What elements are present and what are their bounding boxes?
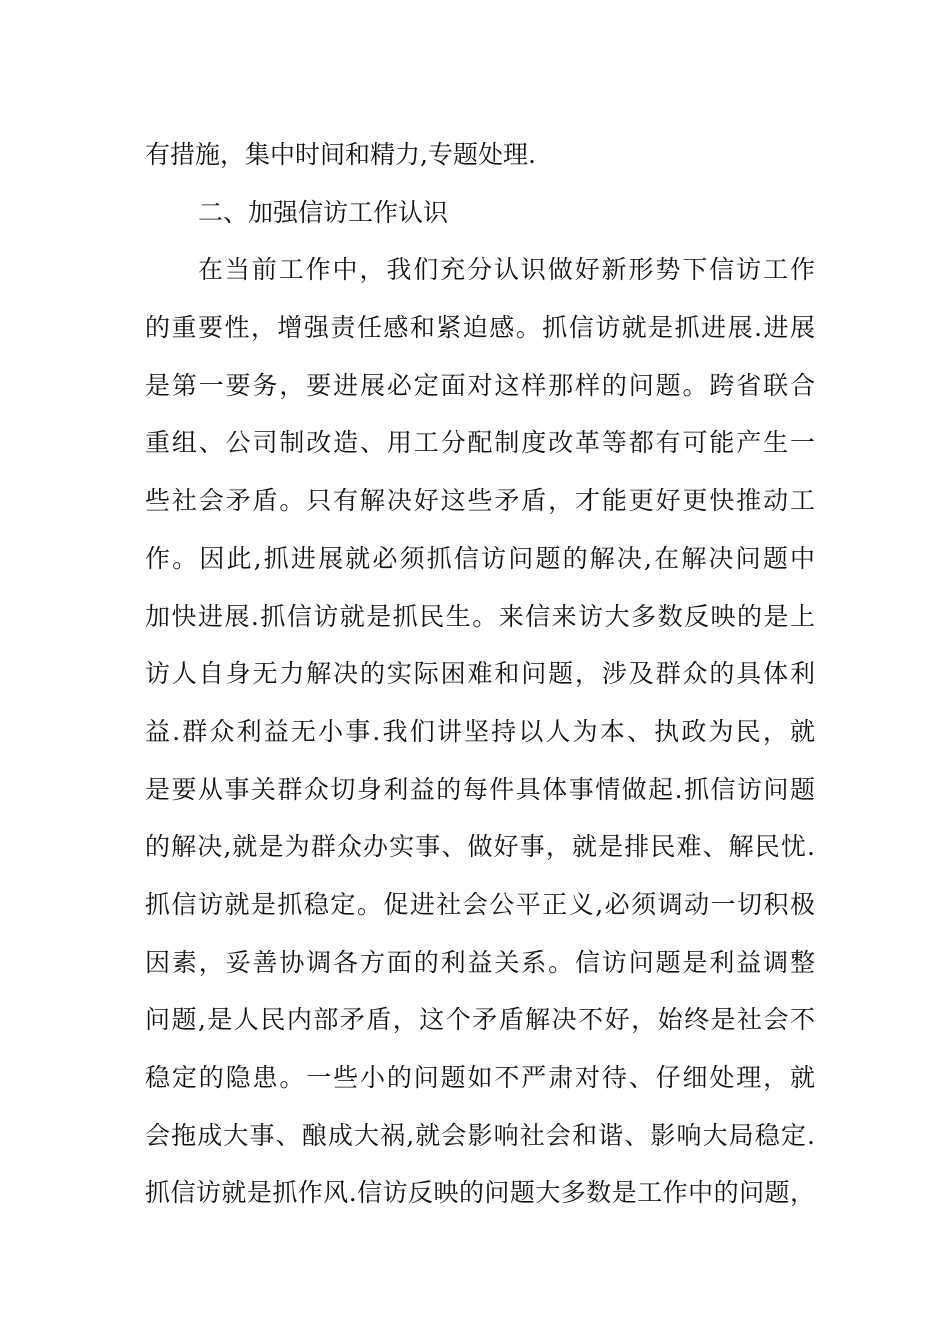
text-line: 的重要性，增强责任感和紧迫感。抓信访就是抓进展.进展: [145, 313, 815, 343]
text-line: 因素，妥善协调各方面的利益关系。信访问题是利益调整: [145, 947, 815, 977]
text-line: 抓信访就是抓稳定。促进社会公平正义,必须调动一切积极: [145, 889, 815, 919]
text-line: 在当前工作中，我们充分认识做好新形势下信访工作: [198, 255, 815, 285]
text-line: 会拖成大事、酿成大祸,就会影响社会和谐、影响大局稳定.: [145, 1120, 815, 1150]
text-line: 抓信访就是抓作风.信访反映的问题大多数是工作中的问题，: [145, 1178, 815, 1208]
body-text: [145, 126, 815, 1222]
text-line: 些社会矛盾。只有解决好这些矛盾，才能更好更快推动工: [145, 486, 815, 516]
text-line: 加快进展.抓信访就是抓民生。来信来访大多数反映的是上: [145, 601, 815, 631]
text-line: 有措施，集中时间和精力,专题处理.: [145, 140, 536, 169]
text-line: 益.群众利益无小事.我们讲坚持以人为本、执政为民，就: [145, 716, 815, 746]
text-line: 是第一要务，要进展必定面对这样那样的问题。跨省联合: [145, 370, 815, 400]
text-line: 作。因此,抓进展就必须抓信访问题的解决,在解决问题中: [145, 543, 815, 573]
text-line: 重组、公司制改造、用工分配制度改革等都有可能产生一: [145, 428, 815, 458]
text-line: 稳定的隐患。一些小的问题如不严肃对待、仔细处理，就: [145, 1063, 815, 1092]
text-line: 的解决,就是为群众办实事、做好事，就是排民难、解民忧.: [145, 832, 815, 862]
section-heading: 二、加强信访工作认识: [198, 197, 449, 227]
text-line: 是要从事关群众切身利益的每件具体事情做起.抓信访问题: [145, 774, 815, 804]
text-line: 访人自身无力解决的实际困难和问题，涉及群众的具体利: [145, 659, 815, 689]
text-line: 问题,是人民内部矛盾，这个矛盾解决不好，始终是社会不: [145, 1005, 815, 1035]
